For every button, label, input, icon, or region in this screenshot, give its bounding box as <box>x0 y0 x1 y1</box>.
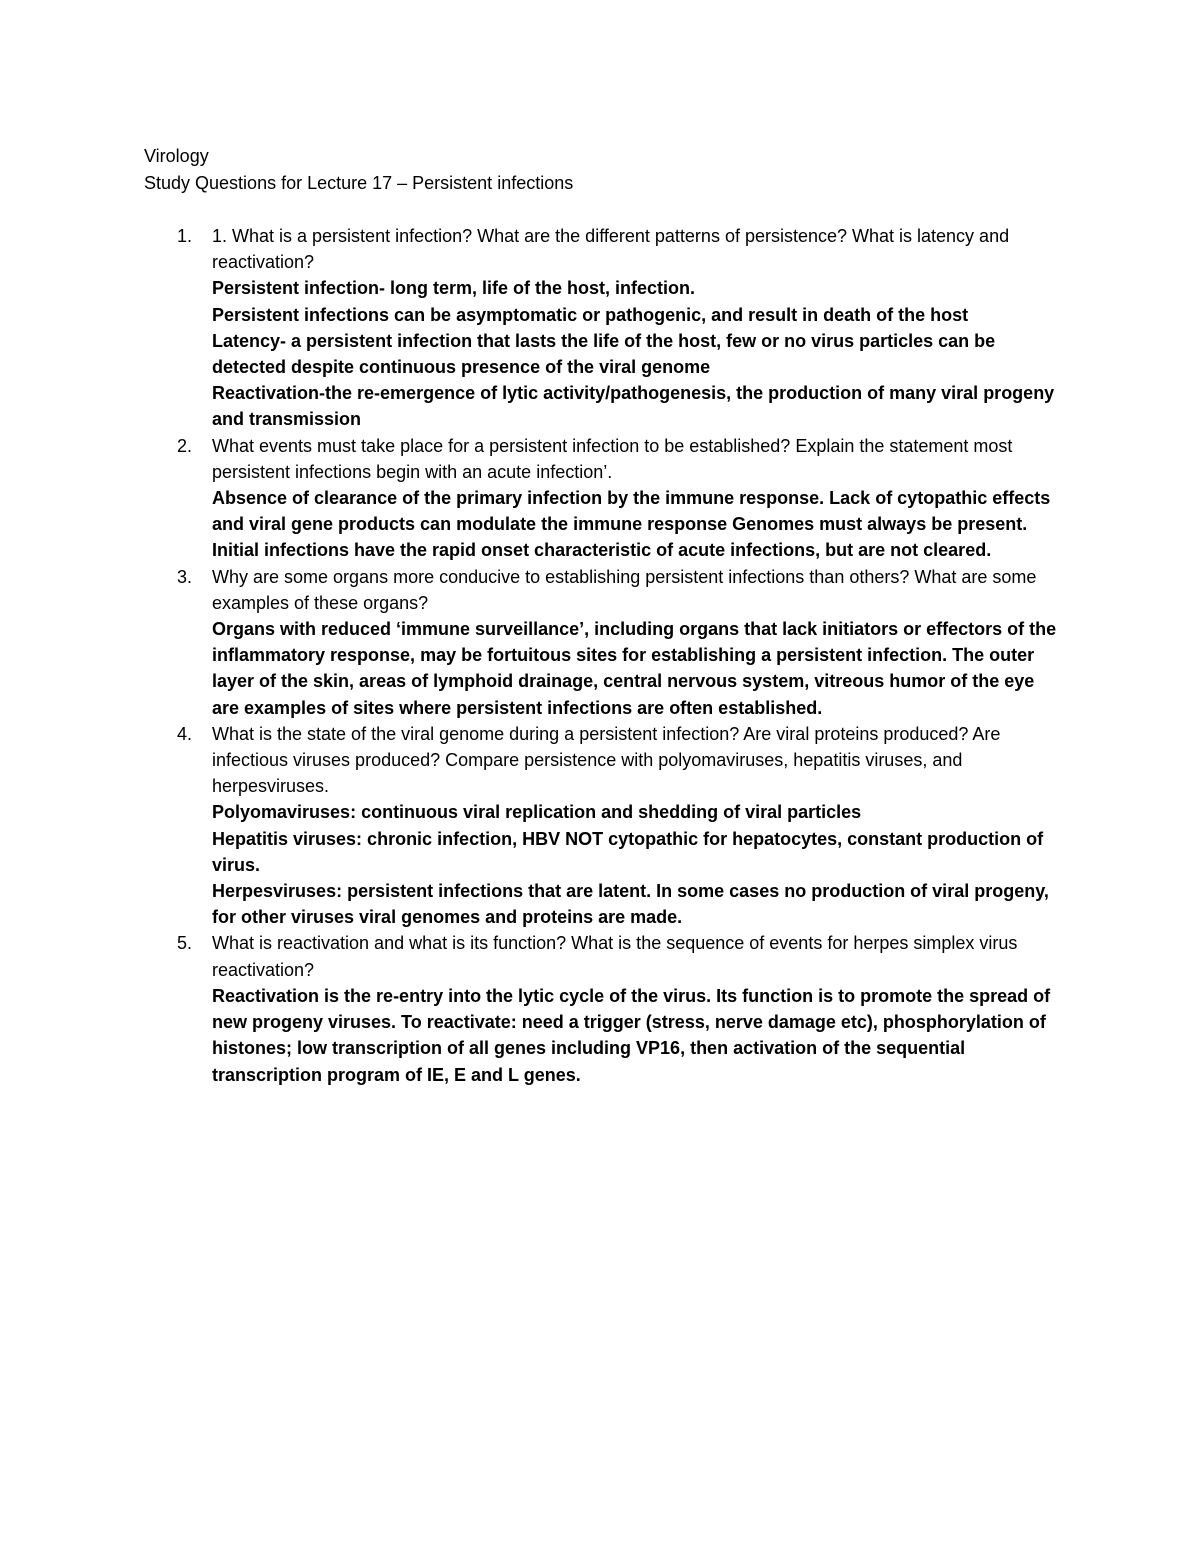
answer-text: Organs with reduced ‘immune surveillance’, including organs that lack initiators or effectors of the inflammatory response, may be fortuitous sites for establishing a persistent infection. The outer layer of the skin, areas of lymphoid drainage, central nervous system, vitreous humor of the eye are examples of sites where persistent infections are often established. <box>212 619 1057 718</box>
question-text: What is reactivation and what is its function? What is the sequence of events for herpes simplex virus reactivation? <box>212 933 1018 980</box>
document-header <box>144 143 1074 197</box>
answer-text: Hepatitis viruses: chronic infection, HBV NOT cytopathic for hepatocytes, constant production of virus. <box>212 828 1044 875</box>
answer-text: Reactivation-the re-emergence of lytic activity/pathogenesis, the production of many viral progeny and transmission <box>212 383 1055 430</box>
answer-text: Reactivation is the re-entry into the lytic cycle of the virus. Its function is to promote the spread of new progeny viruses. To reactivate: need a trigger (stress, nerve damage etc), phosphorylation of histones; low transcription of all genes including VP16, then activation of the sequential transcription program of IE, E and L genes. <box>212 985 1051 1085</box>
question-number: 3. <box>177 566 193 587</box>
question-text: 1. What is a persistent infection? What are the different patterns of persistence? What is latency and reactivation? <box>212 226 1010 273</box>
course-title: Virology <box>144 146 209 166</box>
question-item-3 <box>144 564 1060 721</box>
question-item-2 <box>144 433 1060 564</box>
answer-text: Persistent infections can be asymptomatic or pathogenic, and result in death of the host <box>212 304 969 325</box>
question-item-5 <box>144 930 1060 1087</box>
question-item-4 <box>144 721 1060 931</box>
question-text: What events must take place for a persistent infection to be established? Explain the statement most persistent infections begin with an acute infection’. <box>212 435 1013 482</box>
question-number: 2. <box>177 435 193 456</box>
question-list <box>144 223 1060 1088</box>
question-number: 4. <box>177 723 193 744</box>
answer-text: Absence of clearance of the primary infection by the immune response. Lack of cytopathic effects and viral gene products can modulate the immune response Genomes must always be present. Initial infections have the rapid onset characteristic of acute infections, but are not cleared. <box>212 488 1051 561</box>
question-number: 5. <box>177 933 193 954</box>
question-number: 1. <box>177 226 193 246</box>
answer-text: Polyomaviruses: continuous viral replication and shedding of viral particles <box>212 802 862 823</box>
question-item-1 <box>144 223 1060 433</box>
question-text: What is the state of the viral genome during a persistent infection? Are viral proteins produced? Are infectious viruses produced? Compare persistence with polyomaviruses, hepatitis viruses, and herpesviruses. <box>212 723 1001 797</box>
question-text: Why are some organs more conducive to establishing persistent infections than others? What are some examples of these organs? <box>212 566 1037 613</box>
answer-text: Persistent infection- long term, life of the host, infection. <box>212 278 696 299</box>
document-subtitle: Study Questions for Lecture 17 – Persistent infections <box>144 173 574 193</box>
answer-text: Herpesviruses: persistent infections that are latent. In some cases no production of viral progeny, for other viruses viral genomes and proteins are made. <box>212 881 1049 928</box>
answer-text: Latency- a persistent infection that lasts the life of the host, few or no virus particles can be detected despite continuous presence of the viral genome <box>212 330 996 378</box>
